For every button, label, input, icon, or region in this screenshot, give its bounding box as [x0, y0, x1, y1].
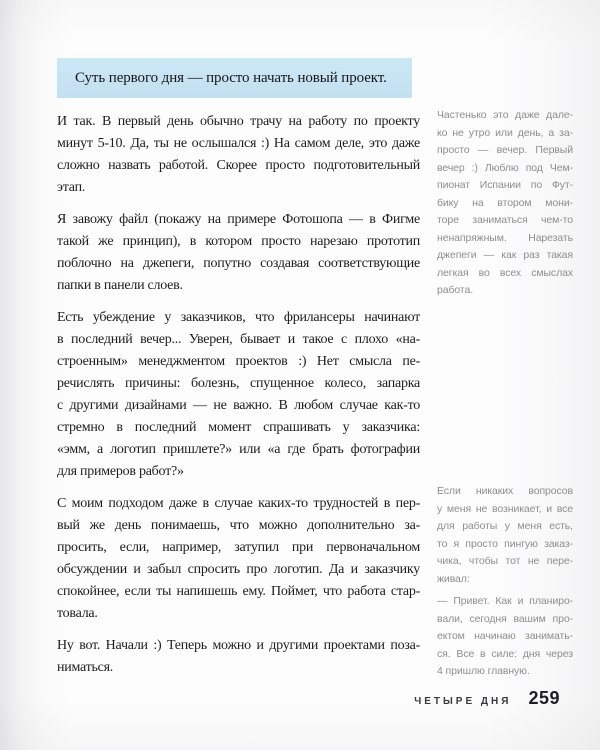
- text-line: поблочно на джепеги, попутно создавая соответствующие: [57, 256, 420, 271]
- text-line: легкая во всех смыслах: [437, 266, 573, 279]
- text-line: то я просто пингую заказ-: [437, 537, 573, 550]
- text-line: живал:: [437, 572, 470, 585]
- text-line: сложно назвать работой. Скорее просто подготовительный: [57, 158, 420, 173]
- key-point-text: Суть первого дня — просто начать новый проект.: [75, 69, 387, 86]
- chapter-title: ЧЕТЫРЕ ДНЯ: [414, 696, 512, 707]
- text-line: стремно в последний момент спрашивать у заказчика:: [57, 420, 420, 435]
- text-line: чика, чтобы тот не пере-: [437, 555, 573, 567]
- text-line: «эмм, а логотип пришлете?» или «а где брать фотографии: [57, 442, 420, 457]
- text-line: — Привет. Как и планиро-: [437, 595, 573, 607]
- text-line: минут 5-10. Да, ты не ослышался :) На самом деле, это даже: [57, 136, 420, 151]
- text-line: Если никаких вопросов: [437, 485, 573, 497]
- paragraph: [57, 209, 420, 297]
- paragraph: [57, 493, 420, 625]
- text-line: Ну вот. Начали :) Теперь можно и другими проектами поза-: [57, 638, 420, 653]
- text-line: джепеги — как раз такая: [437, 249, 573, 261]
- text-line: спокойнее, если ты напишешь ему. Поймет, что работа стар-: [57, 584, 420, 599]
- text-line: ненапряжным. Нарезать: [437, 231, 573, 244]
- text-line: вечер :) Люблю под Чем-: [437, 161, 573, 174]
- sidebar-notes: [437, 0, 573, 750]
- text-line: просить, если, например, затупил при первоначальном: [57, 540, 420, 555]
- text-line: ко не утро или день, а за-: [437, 126, 573, 139]
- text-line: папки в панели слоев.: [57, 278, 183, 293]
- text-line: работа.: [437, 284, 474, 296]
- paragraph: [57, 111, 420, 199]
- paragraph: [57, 307, 420, 483]
- text-line: такой же принцип), в котором просто нарезаю прототип: [57, 234, 420, 249]
- text-line: пионат Испании по Фут-: [437, 179, 573, 191]
- text-line: бику на втором мони-: [437, 196, 573, 209]
- body-text: [57, 111, 420, 689]
- text-line: для примеров работ?»: [57, 464, 184, 479]
- note-paragraph: [437, 483, 573, 588]
- text-line: Я завожу файл (покажу на примере Фотошопа — в Фигме: [57, 212, 420, 227]
- text-line: у меня не возникает, и все: [437, 502, 573, 515]
- text-line: И так. В первый день обычно трачу на работу по проекту: [57, 114, 420, 129]
- chapter-key-point-box: [57, 58, 412, 98]
- note-paragraph: [437, 107, 573, 300]
- margin-note: [437, 107, 573, 305]
- text-line: с другими дизайнами — не важно. В любом случае как-то: [57, 398, 420, 413]
- text-line: торе заниматься чем-то: [437, 214, 573, 226]
- text-line: для работы у меня есть,: [437, 520, 573, 532]
- margin-note: [437, 483, 573, 686]
- note-paragraph: [437, 593, 573, 681]
- text-line: этап.: [57, 180, 86, 195]
- text-line: ниматься.: [57, 660, 114, 675]
- text-line: товала.: [57, 606, 98, 621]
- text-line: вали, сегодня вашим про-: [437, 612, 573, 625]
- page-footer: [414, 688, 560, 709]
- text-line: строенным» менеджментом проектов :) Нет смысла пе-: [57, 354, 420, 369]
- text-line: ся. Все в силе: дня через: [437, 647, 573, 660]
- paragraph: [57, 635, 420, 679]
- text-line: 4 пришлю главную.: [437, 665, 530, 677]
- page-number: 259: [528, 688, 560, 708]
- text-line: в последний вечер... Уверен, бывает и такое с плохо «на-: [57, 332, 420, 347]
- text-line: Частенько это даже дале-: [437, 109, 573, 121]
- text-line: речислять причины: болезнь, спущенное колесо, запарка: [57, 376, 420, 391]
- text-line: ектом начинаю занимать-: [437, 630, 573, 642]
- text-line: вый же день понимаешь, что можно дополнительно за-: [57, 518, 420, 533]
- text-line: просто — вечер. Первый: [437, 144, 573, 156]
- text-line: обсуждении и забыл спросить про логотип. Да и заказчику: [57, 562, 420, 577]
- text-line: С моим подходом даже в случае каких-то трудностей в пер-: [57, 496, 420, 511]
- text-line: Есть убеждение у заказчиков, что фрилансеры начинают: [57, 310, 420, 325]
